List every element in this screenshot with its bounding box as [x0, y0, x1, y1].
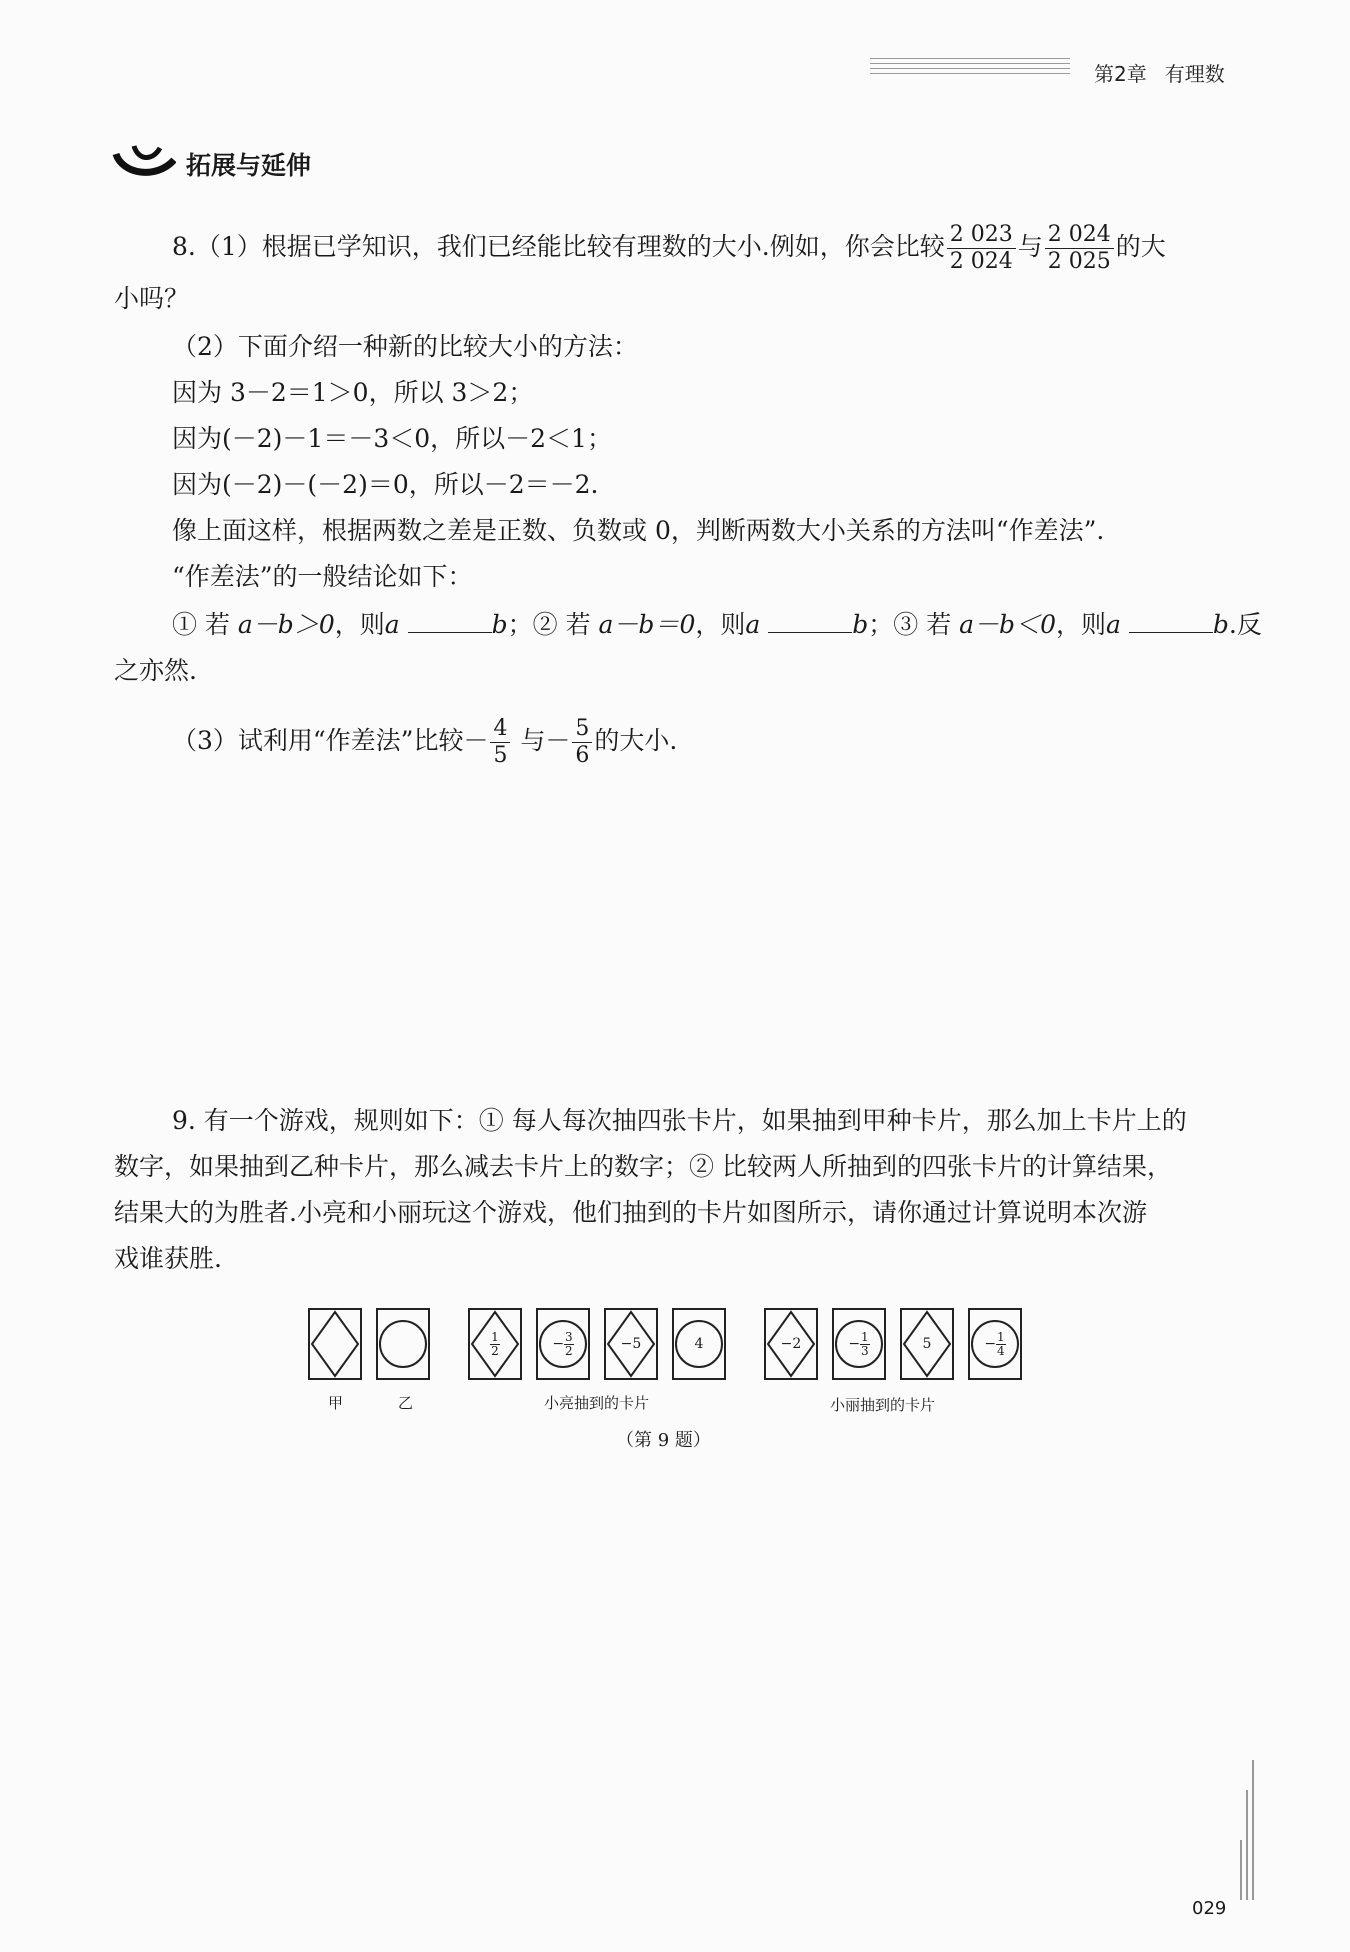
xiaoliang-cards-label: 小亮抽到的卡片	[544, 1394, 650, 1412]
xiaoli-cards-label: 小丽抽到的卡片	[830, 1396, 936, 1414]
fraction-numerator: 5	[572, 716, 592, 743]
xiaoli-card-3	[900, 1308, 954, 1380]
xiaoliang-card-3	[604, 1308, 658, 1380]
fraction-numerator: 4	[490, 716, 510, 743]
q9-line-2: 数字，如果抽到乙种卡片，那么减去卡片上的数字；② 比较两人所抽到的四张卡片的计算结果，	[114, 1152, 1172, 1181]
fraction-2023-2024	[947, 222, 1016, 275]
page-edge-bars	[1238, 1760, 1260, 1900]
card-fraction-denominator: 4	[997, 1343, 1005, 1358]
cond-2-label: ；② 若	[507, 610, 591, 639]
fraction-denominator: 5	[493, 743, 508, 768]
fraction-4-5	[490, 716, 510, 769]
xiaoliang-card-4	[672, 1308, 726, 1380]
fraction-numerator: 2 023	[947, 222, 1016, 249]
var-b: b	[491, 610, 508, 639]
running-header	[1094, 58, 1243, 87]
card-fraction-numerator: 1	[491, 1329, 499, 1344]
fraction-denominator: 2 025	[1047, 249, 1111, 274]
var-a: a	[745, 610, 761, 639]
card-sign: −	[984, 1336, 997, 1352]
diamond-shape-icon	[310, 1310, 360, 1378]
q8-part1-tail: 的大	[1115, 232, 1166, 261]
figure-caption: （第 9 题）	[616, 1430, 711, 1451]
xiaoliang-card-1	[468, 1308, 522, 1380]
cond-3-expr: a－b＜0	[959, 610, 1056, 639]
q8-part1-text: 8.（1）根据已学知识，我们已经能比较有理数的大小.例如，你会比较	[172, 232, 945, 261]
card-value	[970, 1310, 1020, 1378]
q8-example-2: 因为(－2)－1＝－3＜0，所以－2＜1；	[172, 424, 612, 453]
card-value	[470, 1310, 520, 1378]
q8-connector: 与	[1017, 232, 1043, 261]
then-word: ，则	[695, 610, 746, 639]
q8-part1-line2: 小吗？	[114, 284, 190, 313]
then-word: ，则	[334, 610, 385, 639]
q9-line-4: 戏谁获胜.	[114, 1244, 222, 1273]
answer-blank-1[interactable]	[408, 610, 492, 633]
card-value	[834, 1310, 884, 1378]
q8-example-1: 因为 3－2＝1＞0，所以 3＞2；	[172, 378, 534, 407]
fraction-denominator: 2 024	[949, 249, 1013, 274]
var-a: a	[384, 610, 400, 639]
var-a: a	[1106, 610, 1121, 639]
section-title: 拓展与延伸	[186, 151, 312, 180]
fraction-2024-2025	[1045, 222, 1114, 275]
xiaoli-card-4	[968, 1308, 1022, 1380]
card-sign: −	[848, 1336, 861, 1352]
legend-label-jia: 甲	[328, 1394, 344, 1412]
card-fraction-numerator: 1	[861, 1329, 869, 1344]
card-value	[538, 1310, 588, 1378]
card-fraction-numerator: 1	[997, 1329, 1005, 1344]
legend-card-jia-diamond	[308, 1308, 362, 1380]
fraction-numerator: 2 024	[1045, 222, 1114, 249]
cond-2-expr: a－b＝0	[598, 610, 696, 639]
var-b: b	[852, 610, 869, 639]
legend-card-yi-circle	[376, 1308, 430, 1380]
conclusion-tail: .反	[1228, 610, 1262, 639]
chapter-number: 第2章	[1094, 62, 1147, 86]
q8-conclusion-line2: 之亦然.	[114, 656, 197, 685]
legend-label-yi: 乙	[398, 1394, 414, 1412]
q8-part1-line1	[172, 222, 1166, 275]
card-sign: −	[552, 1336, 565, 1352]
answer-blank-2[interactable]	[768, 610, 852, 633]
fraction-denominator: 6	[575, 743, 590, 768]
q8-part3	[172, 716, 677, 769]
fraction-5-6	[572, 716, 592, 769]
card-value: −2	[780, 1336, 802, 1352]
q9-line-3: 结果大的为胜者.小亮和小丽玩这个游戏，他们抽到的卡片如图所示，请你通过计算说明本次游	[114, 1198, 1147, 1227]
card-fraction-numerator: 3	[565, 1329, 573, 1344]
q9-line-1: 9. 有一个游戏，规则如下：① 每人每次抽四张卡片，如果抽到甲种卡片，那么加上卡片上的	[172, 1106, 1187, 1135]
q8-conclusion-line	[172, 608, 1262, 642]
then-word: ，则	[1055, 610, 1106, 639]
xiaoli-card-2	[832, 1308, 886, 1380]
var-b: b	[1212, 610, 1229, 639]
q8-part3-text: （3）试利用“作差法”比较－	[172, 726, 489, 755]
chapter-title: 有理数	[1164, 62, 1225, 86]
section-swoosh-icon	[112, 140, 176, 184]
q8-method-description: 像上面这样，根据两数之差是正数、负数或 0，判断两数大小关系的方法叫“作差法”.	[172, 516, 1105, 545]
card-fraction-denominator: 2	[491, 1343, 499, 1358]
card-value: 5	[922, 1336, 932, 1352]
answer-blank-3[interactable]	[1129, 610, 1213, 633]
q8-part2-intro: （2）下面介绍一种新的比较大小的方法：	[172, 332, 638, 361]
q8-part3-tail: 的大小.	[594, 726, 678, 755]
header-rule	[870, 58, 1070, 80]
q8-part3-connector: 与－	[512, 726, 571, 755]
circle-shape-icon	[378, 1310, 428, 1378]
card-value: −5	[620, 1336, 642, 1352]
card-value: 4	[694, 1336, 704, 1352]
q8-example-3: 因为(－2)－(－2)＝0，所以－2＝－2.	[172, 470, 599, 499]
q8-conclusion-heading: “作差法”的一般结论如下：	[172, 562, 473, 591]
xiaoli-card-1	[764, 1308, 818, 1380]
cond-3-label: ；③ 若	[868, 610, 952, 639]
xiaoliang-card-2	[536, 1308, 590, 1380]
card-fraction-denominator: 3	[861, 1343, 869, 1358]
cond-1-expr: a－b＞0	[237, 610, 335, 639]
page-number: 029	[1192, 1898, 1227, 1919]
card-fraction-denominator: 2	[565, 1343, 573, 1358]
cond-1-label: ① 若	[172, 610, 230, 639]
